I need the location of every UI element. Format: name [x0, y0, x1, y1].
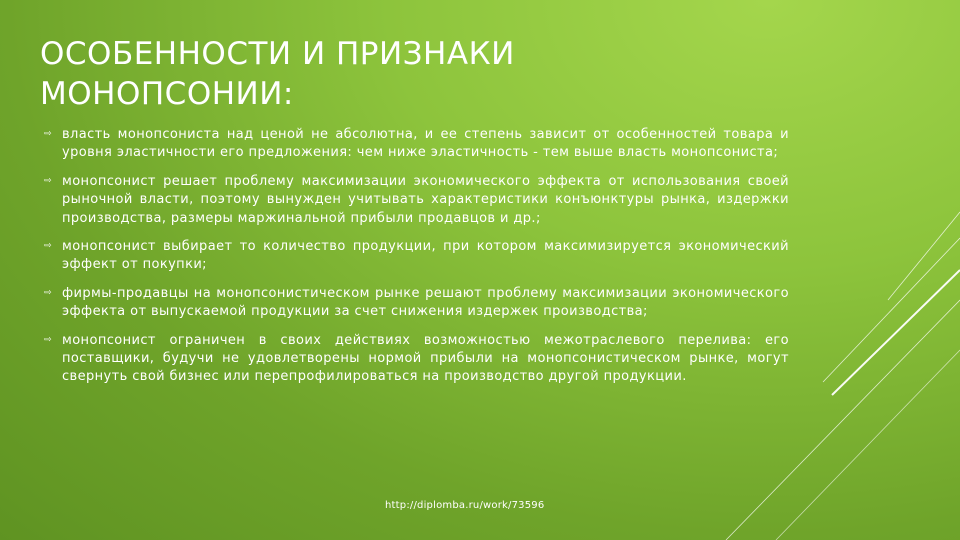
list-item	[44, 332, 789, 387]
bullet-text: власть монопсониста над ценой не абсолютна, и ее степень зависит от особенностей товара и уровня эластичности его предложения: чем ниже эластичность - тем выше власть монопсониста;	[62, 127, 789, 161]
footer-link[interactable]: http://diplomba.ru/work/73596	[385, 500, 545, 511]
decorative-line	[888, 212, 960, 300]
decorative-line	[832, 270, 960, 395]
bullet-text: монопсонист выбирает то количество продукции, при котором максимизируется экономический эффект от покупки;	[62, 239, 789, 273]
decorative-line	[823, 238, 960, 382]
list-item	[44, 173, 789, 228]
list-item	[44, 285, 789, 322]
arrow-bullet-icon: ⇨	[44, 287, 52, 298]
bullet-list	[44, 126, 789, 397]
bullet-text: монопсонист решает проблему максимизации экономического эффекта от использования своей рыночной власти, поэтому вынужден учитывать характеристики конъюнктуры рынка, издержки производства, размеры маржинальной прибыли продавцов и др.;	[62, 173, 789, 226]
arrow-bullet-icon: ⇨	[44, 129, 52, 139]
list-item	[44, 126, 789, 163]
bullet-text: фирмы-продавцы на монопсонистическом рынке решают проблему максимизации экономического эффекта от выпускаемой продукции за счет снижения издержек производства;	[62, 285, 789, 320]
decorative-line	[776, 350, 960, 540]
arrow-bullet-icon: ⇨	[44, 241, 52, 252]
bullet-text: монопсонист ограничен в своих действиях возможностью межотраслевого перелива: его поставщики, будучи не удовлетворены нормой прибыли на монопсонистическом рынке, могут свернуть свой бизнес или перепрофилироваться на производство другой продукции.	[62, 332, 789, 385]
slide-title: ОСОБЕННОСТИ И ПРИЗНАКИ МОНОПСОНИИ:	[40, 36, 515, 112]
list-item	[44, 238, 789, 275]
arrow-bullet-icon: ⇨	[44, 334, 52, 345]
arrow-bullet-icon: ⇨	[44, 175, 52, 186]
